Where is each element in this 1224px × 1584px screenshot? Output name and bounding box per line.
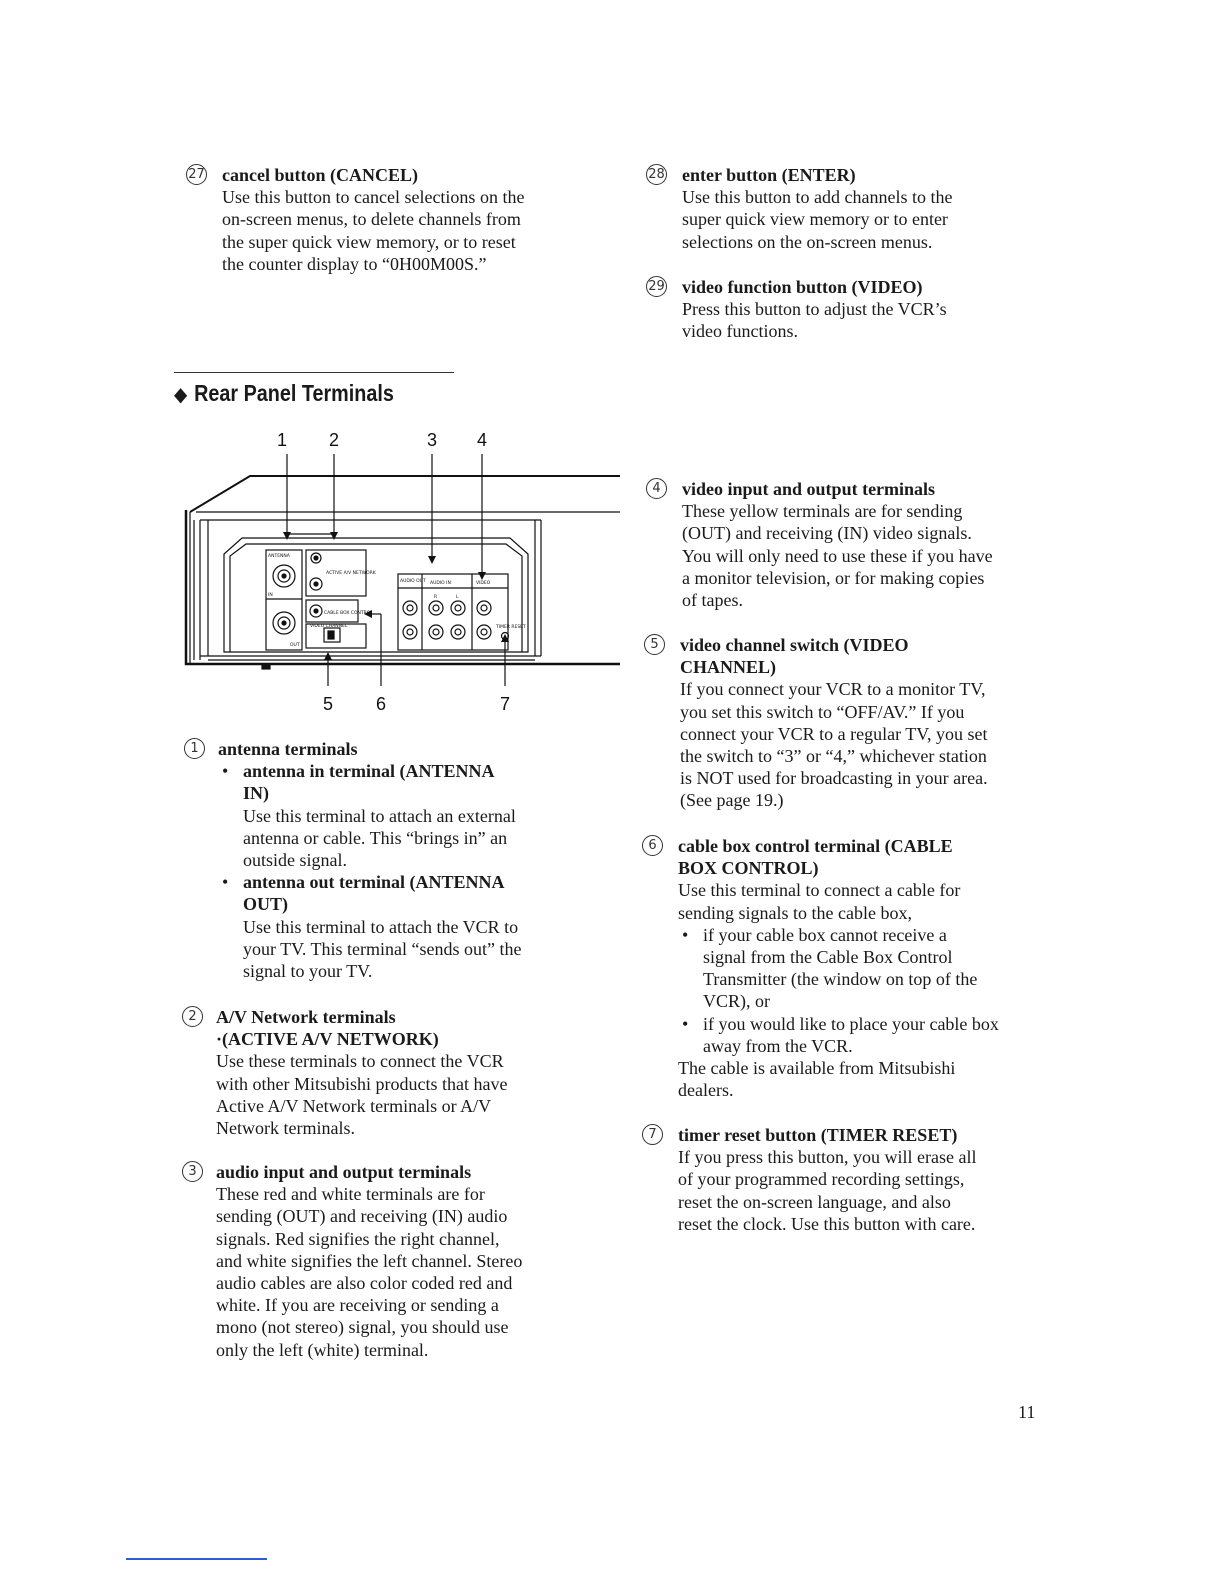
- item-number: 3: [182, 1161, 203, 1182]
- item-enter-button: [646, 164, 1066, 253]
- item-text: Use these terminals to connect the VCR with other Mitsubishi products that have Active A/V Network terminals or A/V Network terminals.: [216, 1051, 508, 1139]
- item-text: If you connect your VCR to a monitor TV, you set this switch to “OFF/AV.” If you connect your VCR to a regular TV, you set the switch to “3” or “4,” whichever station is NOT used for broadcasting in your area. (See page 19.): [680, 679, 988, 811]
- item-timer-reset-button: [642, 1124, 1062, 1235]
- item-after-text: The cable is available from Mitsubishi dealers.: [678, 1058, 956, 1101]
- item-cancel-button: [186, 164, 606, 275]
- section-title: Rear Panel Terminals: [194, 380, 394, 406]
- cable-box-bullet-list: [678, 924, 1062, 1057]
- list-item: [218, 871, 604, 982]
- item-video-function-button: [646, 276, 1066, 343]
- item-title: video function button (VIDEO): [682, 277, 923, 297]
- callout-7: 7: [499, 694, 511, 714]
- item-video-channel-switch: [644, 634, 1064, 812]
- item-av-network-terminals: [182, 1006, 602, 1139]
- label-out: OUT: [290, 643, 300, 648]
- label-video-channel: VIDEO CHANNEL: [310, 624, 348, 629]
- list-item: [678, 1013, 1062, 1057]
- bullet-text: Use this terminal to attach the VCR to your TV. This terminal “sends out” the signal to your TV.: [243, 916, 522, 982]
- item-antenna-terminals: [184, 738, 604, 982]
- callout-1: 1: [276, 430, 288, 450]
- item-text: Use this button to cancel selections on the on-screen menus, to delete channels from the super quick view memory, or to reset the counter display to “0H00M00S.”: [222, 187, 525, 274]
- item-number: 7: [642, 1124, 663, 1145]
- item-title: video input and output terminals: [682, 479, 936, 499]
- item-title: video channel switch (VIDEO CHANNEL): [680, 635, 909, 678]
- footer-rule: [126, 1558, 267, 1560]
- label-r: R: [434, 595, 438, 600]
- item-number: 2: [182, 1006, 203, 1027]
- item-text: Use this button to add channels to the super quick view memory or to enter selections on the on-screen menus.: [682, 187, 953, 252]
- label-in: IN: [268, 593, 273, 598]
- item-number: 29: [646, 276, 667, 297]
- callout-5: 5: [322, 694, 334, 714]
- label-audio-out: AUDIO OUT: [400, 579, 426, 584]
- item-text: These yellow terminals are for sending (OUT) and receiving (IN) video signals. You will only need to use these if you have a monitor television, or for making copies of tapes.: [682, 501, 993, 611]
- section-heading: [174, 380, 394, 407]
- item-number: 27: [186, 164, 207, 185]
- item-title: cancel button (CANCEL): [222, 165, 418, 185]
- item-number: 5: [644, 634, 665, 655]
- label-cable-box: CABLE BOX CONTROL: [324, 611, 373, 616]
- bullet-title: • antenna out terminal (ANTENNA OUT): [243, 872, 505, 915]
- bullet-text: • if you would like to place your cable box away from the VCR.: [703, 1013, 999, 1056]
- section-rule: [174, 372, 454, 373]
- item-cable-box-control: [642, 835, 1062, 1101]
- item-text: If you press this button, you will erase all of your programmed recording settings, reset the on-screen language, and also reset the clock. Use this button with care.: [678, 1147, 977, 1234]
- rear-panel-diagram: [180, 424, 620, 724]
- label-timer-reset: TIMER RESET: [496, 625, 526, 630]
- bullet-text: Use this terminal to attach an external antenna or cable. This “brings in” an outside signal.: [243, 805, 516, 871]
- page-number: 11: [1018, 1402, 1036, 1422]
- item-title: cable box control terminal (CABLE BOX CONTROL): [678, 836, 953, 879]
- item-audio-terminals: [182, 1161, 602, 1361]
- label-video: VIDEO: [476, 581, 491, 586]
- callout-4: 4: [476, 430, 488, 450]
- bullet-title: • antenna in terminal (ANTENNA IN): [243, 761, 495, 804]
- item-title: A/V Network terminals ·(ACTIVE A/V NETWORK): [216, 1007, 439, 1050]
- item-video-terminals: [646, 478, 1066, 611]
- item-text: Press this button to adjust the VCR’s video functions.: [682, 299, 947, 342]
- list-item: [218, 760, 604, 871]
- list-item: [678, 924, 1062, 1013]
- item-number: 6: [642, 835, 663, 856]
- bullet-text: • if your cable box cannot receive a signal from the Cable Box Control Transmitter (the window on top of the VCR), or: [703, 924, 978, 1012]
- label-audio-in: AUDIO IN: [430, 581, 451, 586]
- label-antenna: ANTENNA: [268, 554, 290, 559]
- item-number: 28: [646, 164, 667, 185]
- item-number: 4: [646, 478, 667, 499]
- label-active-av: ACTIVE A/V NETWORK: [326, 571, 376, 576]
- callout-2: 2: [328, 430, 340, 450]
- item-title: enter button (ENTER): [682, 165, 856, 185]
- item-number: 1: [184, 738, 205, 759]
- antenna-bullet-list: [218, 760, 604, 982]
- callout-6: 6: [375, 694, 387, 714]
- item-text: Use this terminal to connect a cable for sending signals to the cable box,: [678, 880, 961, 923]
- item-text: These red and white terminals are for sending (OUT) and receiving (IN) audio signals. Red signifies the right channel, and white signifies the left channel. Stereo audio cables are also color coded red and white. If you are receiving or sending a mono (not stereo) signal, you should use only the left (white) terminal.: [216, 1184, 523, 1360]
- label-l: L: [456, 595, 459, 600]
- item-title: timer reset button (TIMER RESET): [678, 1125, 958, 1145]
- item-title: antenna terminals: [218, 739, 358, 759]
- diamond-bullet-icon: ◆: [174, 384, 188, 406]
- item-title: audio input and output terminals: [216, 1162, 472, 1182]
- callout-3: 3: [426, 430, 438, 450]
